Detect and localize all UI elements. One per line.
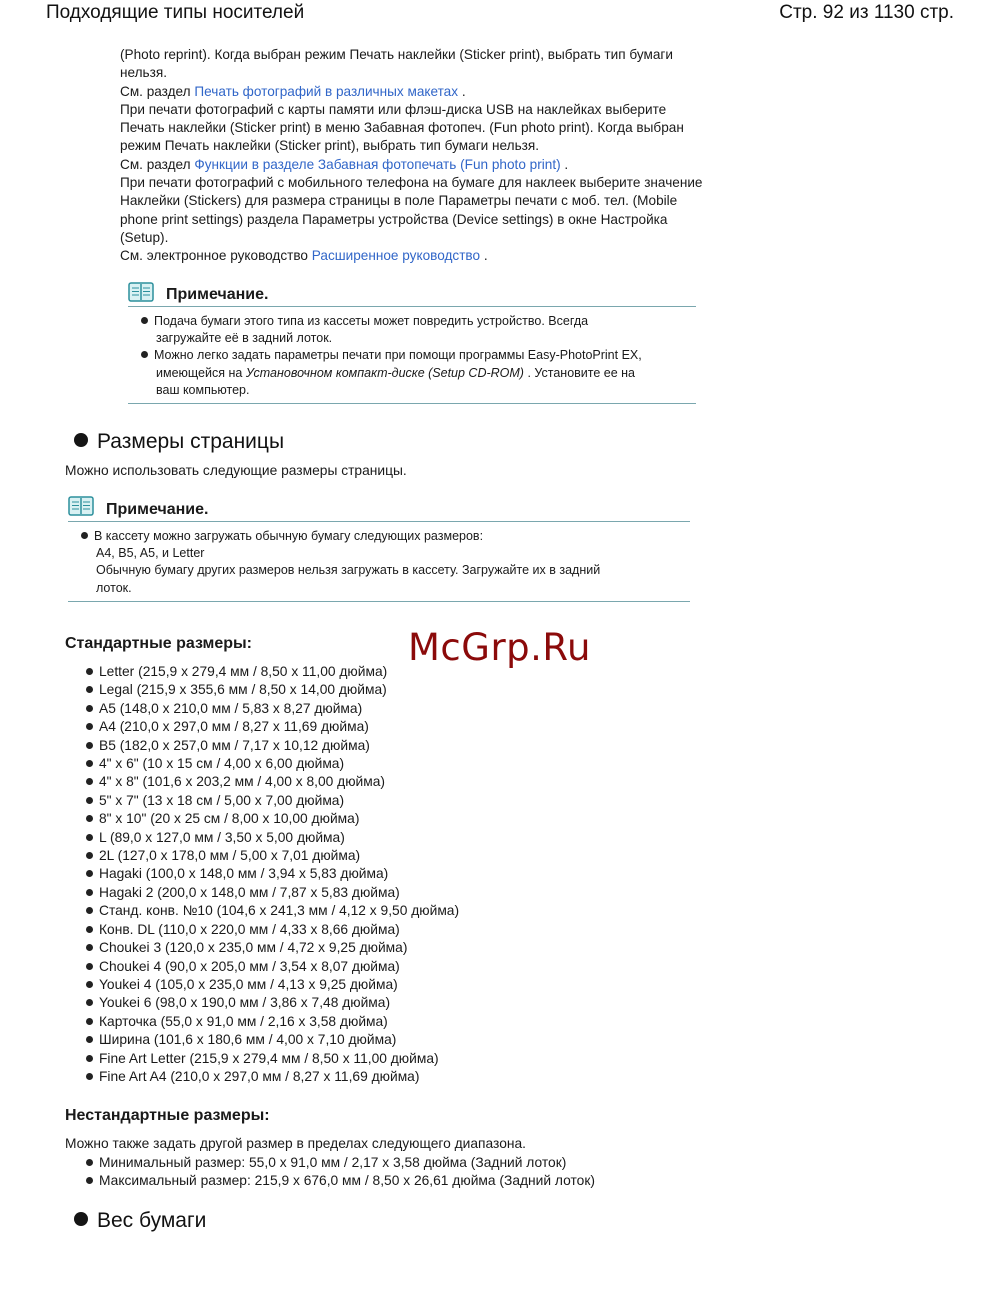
list-item-text: Choukei 4 (90,0 x 205,0 мм / 3,54 x 8,07 дюйма) <box>99 958 400 974</box>
bullet-icon <box>86 723 93 730</box>
list-item-text: B5 (182,0 x 257,0 мм / 7,17 x 10,12 дюйма) <box>99 737 370 753</box>
note-2-title: Примечание. <box>106 501 209 518</box>
list-item <box>86 1068 459 1086</box>
list-item-text: L (89,0 x 127,0 мм / 3,50 x 5,00 дюйма) <box>99 829 345 845</box>
note-1-bottom-rule <box>128 403 696 404</box>
bullet-icon <box>86 852 93 859</box>
list-item-text: Hagaki 2 (200,0 x 148,0 мм / 7,87 x 5,83 дюйма) <box>99 884 400 900</box>
intro-line: Наклейки (Stickers) для размера страницы в поле Параметры печати с моб. тел. (Mobile <box>120 193 678 209</box>
bullet-icon <box>86 834 93 841</box>
bullet-icon <box>86 1018 93 1025</box>
list-item <box>86 663 459 681</box>
list-item-text: Legal (215,9 x 355,6 мм / 8,50 x 14,00 дюйма) <box>99 682 387 698</box>
bullet-icon <box>86 1055 93 1062</box>
list-item-text: Fine Art A4 (210,0 x 297,0 мм / 8,27 x 11,69 дюйма) <box>99 1068 420 1084</box>
list-item <box>86 847 459 865</box>
list-item <box>86 773 459 791</box>
note-1-divider <box>128 306 696 307</box>
standard-sizes-heading: Стандартные размеры: <box>65 635 252 652</box>
link-layout-printing[interactable]: Печать фотографий в различных макетах <box>194 83 459 99</box>
list-item <box>86 755 459 773</box>
bullet-icon <box>86 999 93 1006</box>
note-text: Обычную бумагу других размеров нельзя загружать в кассету. Загружайте их в задний <box>96 563 601 578</box>
see-also-suffix: . <box>564 156 569 172</box>
nonstandard-intro: Можно также задать другой размер в пределах следующего диапазона. <box>65 1136 526 1151</box>
note-2-bullet <box>81 528 681 545</box>
list-item <box>86 902 459 920</box>
see-also-suffix: . <box>461 83 466 99</box>
bullet-icon <box>141 317 148 324</box>
nonstandard-sizes-heading: Нестандартные размеры: <box>65 1107 270 1124</box>
bullet-icon <box>86 778 93 785</box>
note-text: лоток. <box>96 580 132 595</box>
bullet-icon <box>86 907 93 914</box>
bullet-icon <box>86 1036 93 1043</box>
bullet-icon <box>86 963 93 970</box>
list-item <box>86 1031 459 1049</box>
list-item-text: 2L (127,0 x 178,0 мм / 5,00 x 7,01 дюйма) <box>99 848 361 864</box>
bullet-icon <box>86 1073 93 1080</box>
see-also-suffix: . <box>483 248 488 264</box>
note-text: A4, B5, A5, и Letter <box>96 546 205 561</box>
nonstandard-sizes-list <box>86 1154 595 1191</box>
intro-line: phone print settings) раздела Параметры устройства (Device settings) в окне Настройка <box>120 211 668 227</box>
bullet-icon <box>86 889 93 896</box>
note-text: ваш компьютер. <box>156 382 250 397</box>
book-icon <box>68 496 94 516</box>
list-item <box>86 921 459 939</box>
bullet-icon <box>86 870 93 877</box>
list-item-text: Карточка (55,0 x 91,0 мм / 2,16 x 3,58 дюйма) <box>99 1013 388 1029</box>
list-item-text: 4" x 8" (101,6 x 203,2 мм / 4,00 x 8,00 дюйма) <box>99 774 386 790</box>
list-item-text: Станд. конв. №10 (104,6 x 241,3 мм / 4,12 x 9,50 дюйма) <box>99 903 460 919</box>
list-item <box>86 976 459 994</box>
intro-line: (Setup). <box>120 229 169 245</box>
standard-sizes-list <box>86 663 459 1086</box>
list-item-text: A5 (148,0 x 210,0 мм / 5,83 x 8,27 дюйма) <box>99 700 363 716</box>
watermark: McGrp.Ru <box>408 626 591 669</box>
note-text: В кассету можно загружать обычную бумагу следующих размеров: <box>94 529 484 543</box>
section-title: Вес бумаги <box>97 1209 207 1232</box>
list-item-text: 5" x 7" (13 x 18 см / 5,00 x 7,00 дюйма) <box>99 792 345 808</box>
section-heading-paper-weight <box>74 1209 206 1233</box>
see-also-prefix: См. раздел <box>120 156 191 172</box>
list-item-text: Youkei 6 (98,0 x 190,0 мм / 3,86 x 7,48 дюйма) <box>99 995 391 1011</box>
list-item-text: Youkei 4 (105,0 x 235,0 мм / 4,13 x 9,25 дюйма) <box>99 976 398 992</box>
list-item <box>86 792 459 810</box>
see-also-prefix: См. раздел <box>120 83 191 99</box>
document-title: Подходящие типы носителей <box>46 2 305 23</box>
list-item <box>86 737 459 755</box>
list-item-text: Letter (215,9 x 279,4 мм / 8,50 x 11,00 дюйма) <box>99 664 388 679</box>
note-2-bottom-rule <box>68 601 690 602</box>
bullet-icon <box>86 705 93 712</box>
intro-line: Печать наклейки (Sticker print) в меню Забавная фотопеч. (Fun photo print). Когда выбран <box>120 120 684 136</box>
bullet-icon <box>86 944 93 951</box>
list-item <box>86 700 459 718</box>
list-item-text: 4" x 6" (10 x 15 см / 4,00 x 6,00 дюйма) <box>99 756 345 772</box>
see-also-line-2 <box>120 156 780 174</box>
note-1-title: Примечание. <box>166 286 269 303</box>
note-text-line <box>141 365 701 382</box>
link-fun-photo-print[interactable]: Функции в разделе Забавная фотопечать (Fun photo print) <box>194 156 561 172</box>
note-2-body <box>81 528 681 597</box>
intro-line: (Photo reprint). Когда выбран режим Печать наклейки (Sticker print), выбрать тип бумаги <box>120 47 673 62</box>
bullet-icon <box>86 981 93 988</box>
note-text: загружайте её в задний лоток. <box>156 331 333 346</box>
list-item-text: Конв. DL (110,0 x 220,0 мм / 4,33 x 8,66 дюйма) <box>99 921 400 937</box>
bullet-icon <box>74 433 88 447</box>
note-text: Можно легко задать параметры печати при помощи программы Easy-PhotoPrint EX, <box>154 348 642 363</box>
list-item <box>86 939 459 957</box>
note-2-divider <box>68 521 690 522</box>
intro-paragraph <box>120 46 780 266</box>
bullet-icon <box>86 668 93 675</box>
link-advanced-guide[interactable]: Расширенное руководство <box>311 248 481 264</box>
note-text: имеющейся на <box>156 365 243 380</box>
list-item <box>86 1050 459 1068</box>
list-item <box>86 1172 595 1190</box>
list-item <box>86 718 459 736</box>
section-title: Размеры страницы <box>97 430 285 453</box>
section-heading-page-sizes <box>74 430 284 454</box>
note-text: . Установите ее на <box>527 365 636 380</box>
bullet-icon <box>86 815 93 822</box>
intro-line: При печати фотографий с карты памяти или флэш-диска USB на наклейках выберите <box>120 101 667 117</box>
see-also-line-3 <box>120 247 780 265</box>
list-item <box>86 884 459 902</box>
note-1-body <box>141 313 701 399</box>
list-item <box>86 810 459 828</box>
note-1-bullet-1 <box>141 313 701 330</box>
list-item-text: Максимальный размер: 215,9 x 676,0 мм / 8,50 x 26,61 дюйма (Задний лоток) <box>99 1173 595 1189</box>
bullet-icon <box>86 1177 93 1184</box>
bullet-icon <box>141 351 148 358</box>
note-1-bullet-2 <box>141 347 701 364</box>
bullet-icon <box>86 686 93 693</box>
see-also-line-1 <box>120 83 780 101</box>
list-item <box>86 1154 595 1172</box>
bullet-icon <box>86 742 93 749</box>
list-item-text: Hagaki (100,0 x 148,0 мм / 3,94 x 5,83 дюйма) <box>99 866 389 882</box>
list-item <box>86 958 459 976</box>
intro-line: При печати фотографий с мобильного телефона на бумаге для наклеек выберите значение <box>120 175 703 191</box>
intro-line: нельзя. <box>120 65 168 81</box>
setup-cd-rom-name: Установочном компакт-диске (Setup CD-ROM) <box>245 365 524 380</box>
note-text: Подача бумаги этого типа из кассеты может повредить устройство. Всегда <box>154 314 589 328</box>
list-item <box>86 994 459 1012</box>
list-item-text: Ширина (101,6 x 180,6 мм / 4,00 x 7,10 дюйма) <box>99 1032 397 1048</box>
page-counter: Стр. 92 из 1130 стр. <box>779 2 954 23</box>
list-item <box>86 1013 459 1031</box>
bullet-icon <box>81 532 88 539</box>
list-item-text: A4 (210,0 x 297,0 мм / 8,27 x 11,69 дюйма) <box>99 719 369 735</box>
book-icon <box>128 282 154 302</box>
list-item-text: Минимальный размер: 55,0 x 91,0 мм / 2,17 x 3,58 дюйма (Задний лоток) <box>99 1155 567 1170</box>
bullet-icon <box>86 760 93 767</box>
list-item-text: 8" x 10" (20 x 25 см / 8,00 x 10,00 дюйма) <box>99 811 360 827</box>
list-item-text: Choukei 3 (120,0 x 235,0 мм / 4,72 x 9,25 дюйма) <box>99 940 408 956</box>
bullet-icon <box>86 797 93 804</box>
intro-line: режим Печать наклейки (Sticker print), выбрать тип бумаги нельзя. <box>120 138 540 154</box>
list-item-text: Fine Art Letter (215,9 x 279,4 мм / 8,50 x 11,00 дюйма) <box>99 1050 439 1066</box>
section-intro: Можно использовать следующие размеры страницы. <box>65 463 407 478</box>
bullet-icon <box>74 1212 88 1226</box>
list-item <box>86 829 459 847</box>
list-item <box>86 865 459 883</box>
bullet-icon <box>86 1159 93 1166</box>
list-item <box>86 681 459 699</box>
see-also-prefix: См. электронное руководство <box>120 248 308 264</box>
bullet-icon <box>86 926 93 933</box>
